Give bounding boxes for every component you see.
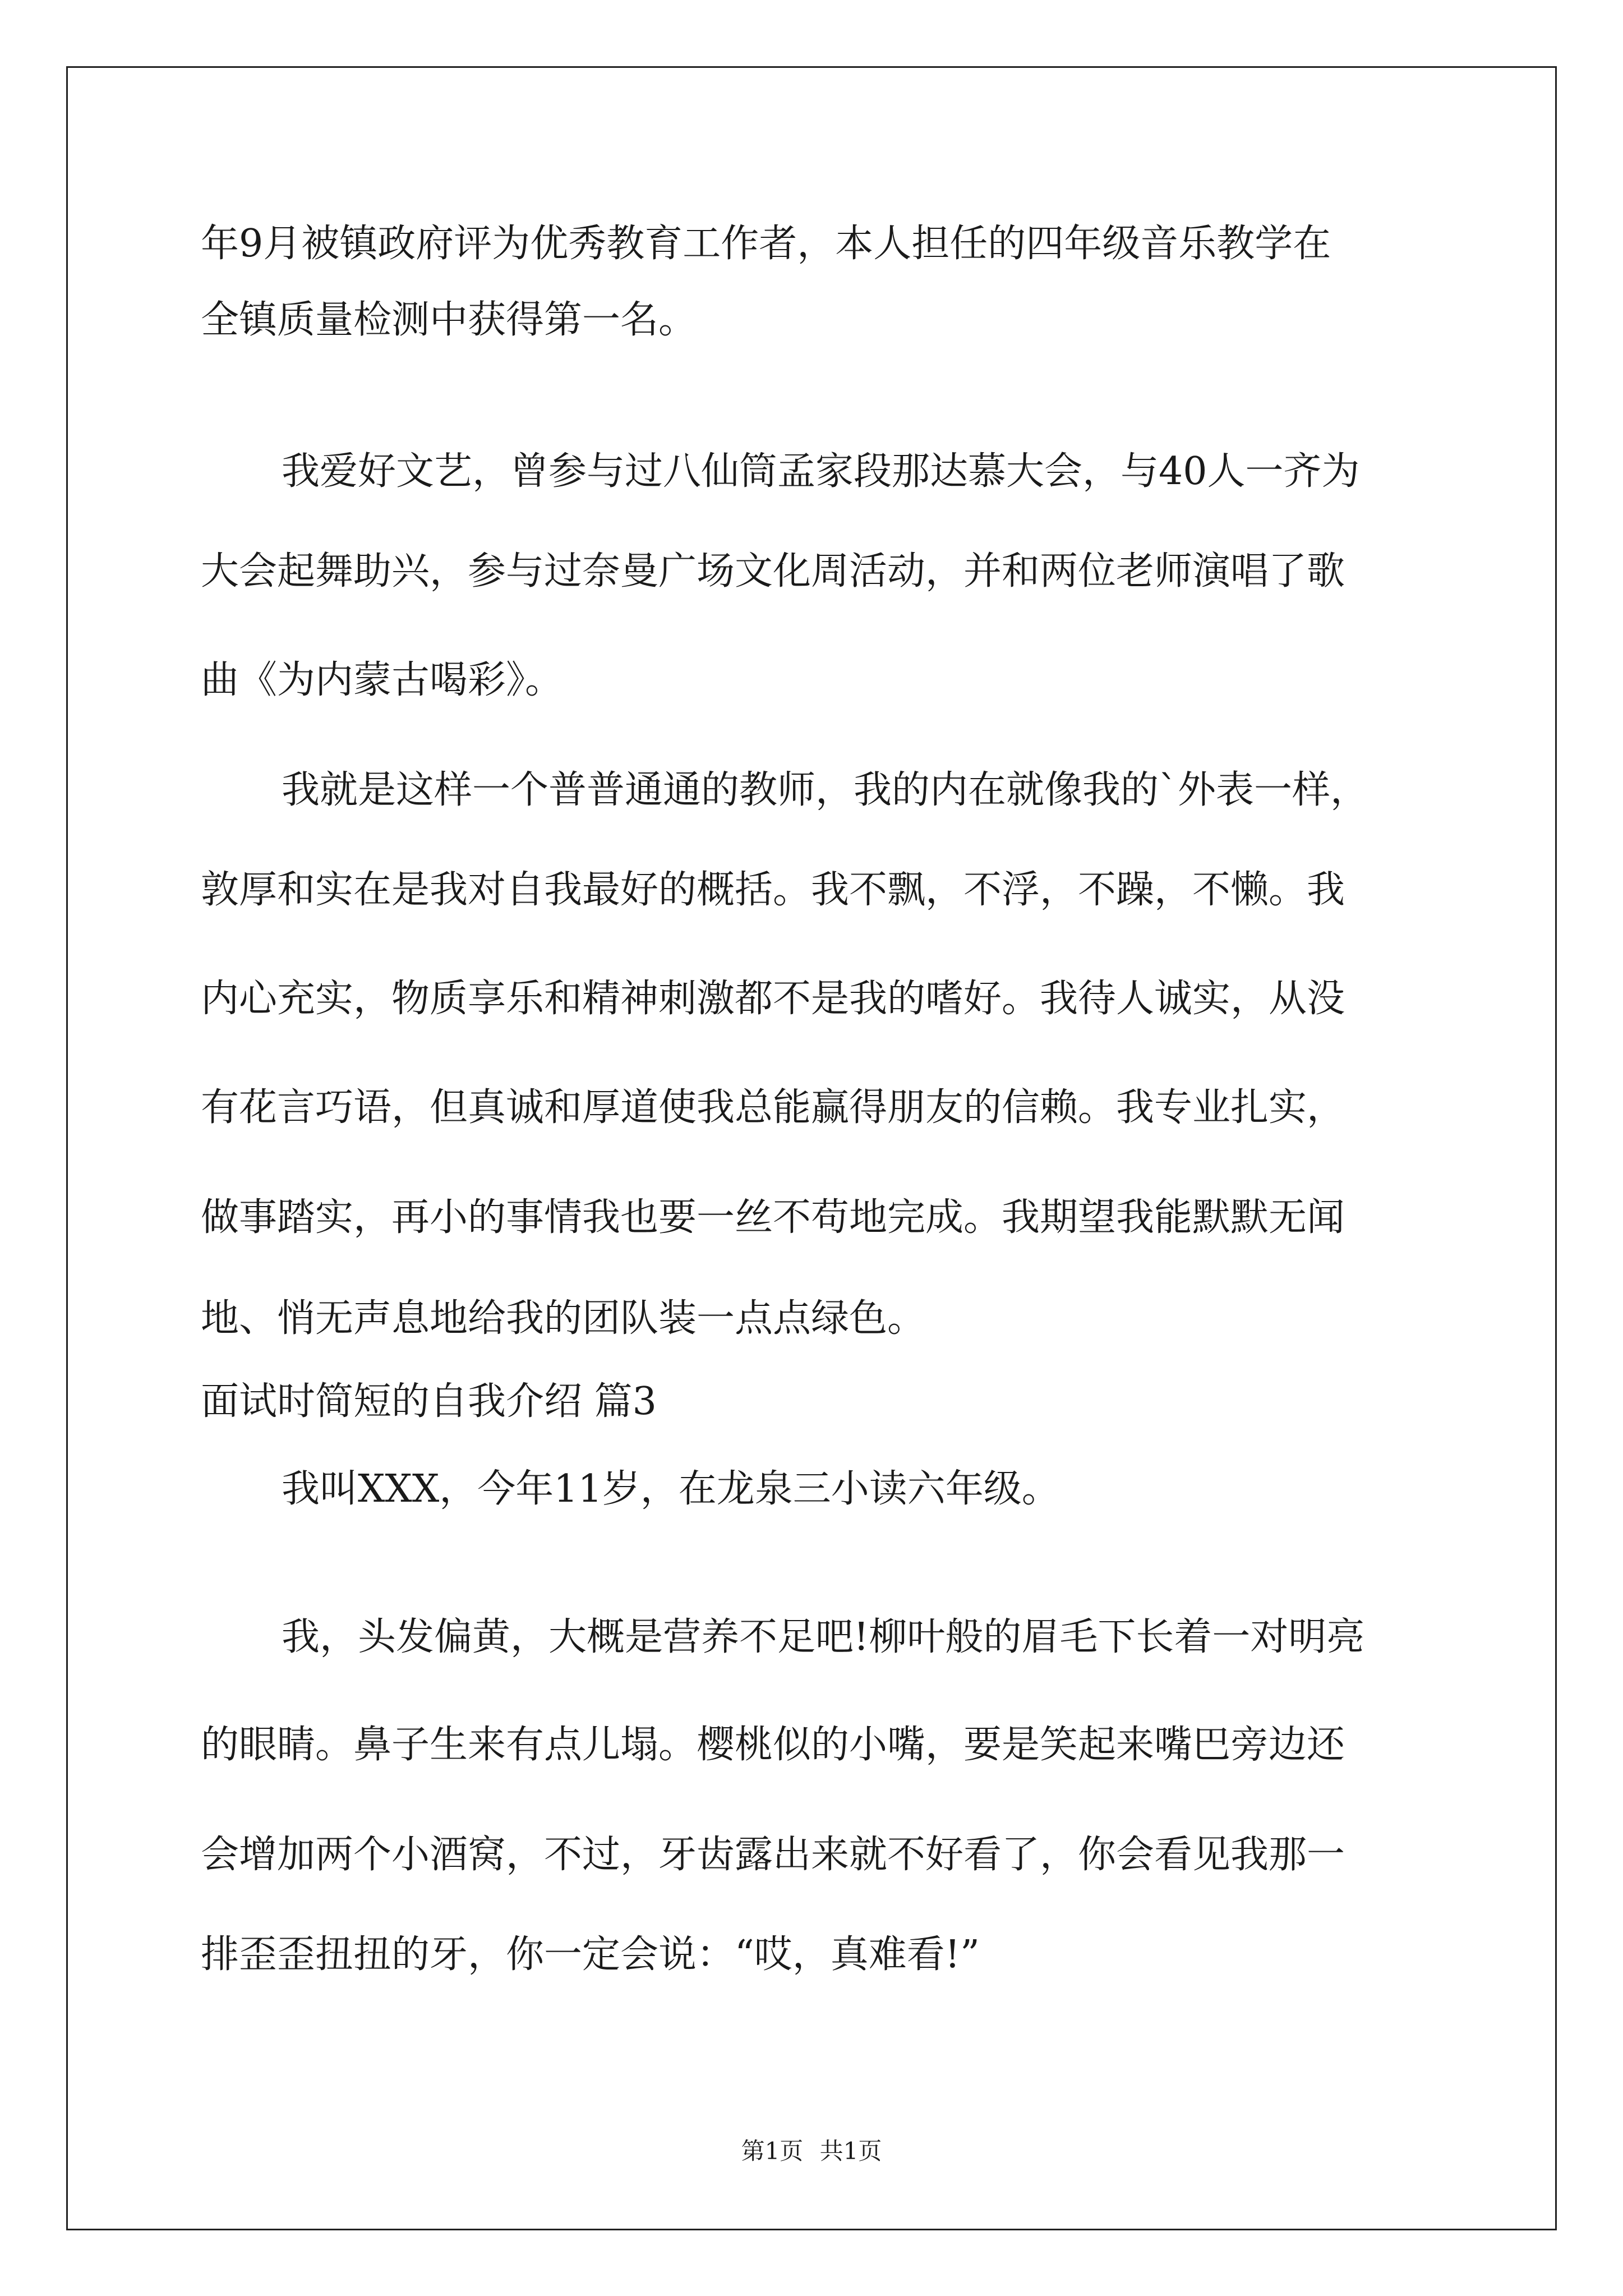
page-number: 第1页 (741, 2137, 804, 2165)
text-line: 敦厚和实在是我对自我最好的概括。我不飘，不浮，不躁，不懒。我 (201, 868, 1345, 912)
paragraph-start-line: 我，头发偏黄，大概是营养不足吧!柳叶般的眉毛下长着一对明亮 (282, 1615, 1365, 1659)
text-line: 年9月被镇政府评为优秀教育工作者，本人担任的四年级音乐教学在 (201, 222, 1331, 266)
text-line: 会增加两个小酒窝，不过，牙齿露出来就不好看了，你会看见我那一 (201, 1833, 1345, 1877)
text-line: 曲《为内蒙古喝彩》。 (201, 658, 564, 702)
section-heading: 面试时简短的自我介绍 篇3 (201, 1379, 657, 1424)
text-line: 的眼睛。鼻子生来有点儿塌。樱桃似的小嘴，要是笑起来嘴巴旁边还 (201, 1723, 1345, 1767)
paragraph-start-line: 我叫XXX，今年11岁，在龙泉三小读六年级。 (282, 1467, 1060, 1511)
text-line: 有花言巧语，但真诚和厚道使我总能赢得朋友的信赖。我专业扎实， (201, 1085, 1345, 1130)
text-line: 排歪歪扭扭的牙，你一定会说：“哎，真难看!” (201, 1932, 980, 1977)
paragraph-start-line: 我就是这样一个普普通通的教师，我的内在就像我的`外表一样， (282, 768, 1369, 812)
text-line: 做事踏实，再小的事情我也要一丝不苟地完成。我期望我能默默无闻 (201, 1195, 1345, 1240)
text-line: 大会起舞助兴，参与过奈曼广场文化周活动，并和两位老师演唱了歌 (201, 549, 1345, 593)
page-total: 共1页 (819, 2137, 882, 2165)
paragraph-start-line: 我爱好文艺，曾参与过八仙筒孟家段那达慕大会，与40人一齐为 (282, 449, 1360, 494)
text-line: 内心充实，物质享乐和精神刺激都不是我的嗜好。我待人诚实，从没 (201, 977, 1345, 1021)
page-border (66, 66, 1557, 2230)
page-footer (0, 2137, 1623, 2165)
text-line: 地、悄无声息地给我的团队装一点点绿色。 (201, 1296, 926, 1341)
text-line: 全镇质量检测中获得第一名。 (201, 298, 697, 342)
